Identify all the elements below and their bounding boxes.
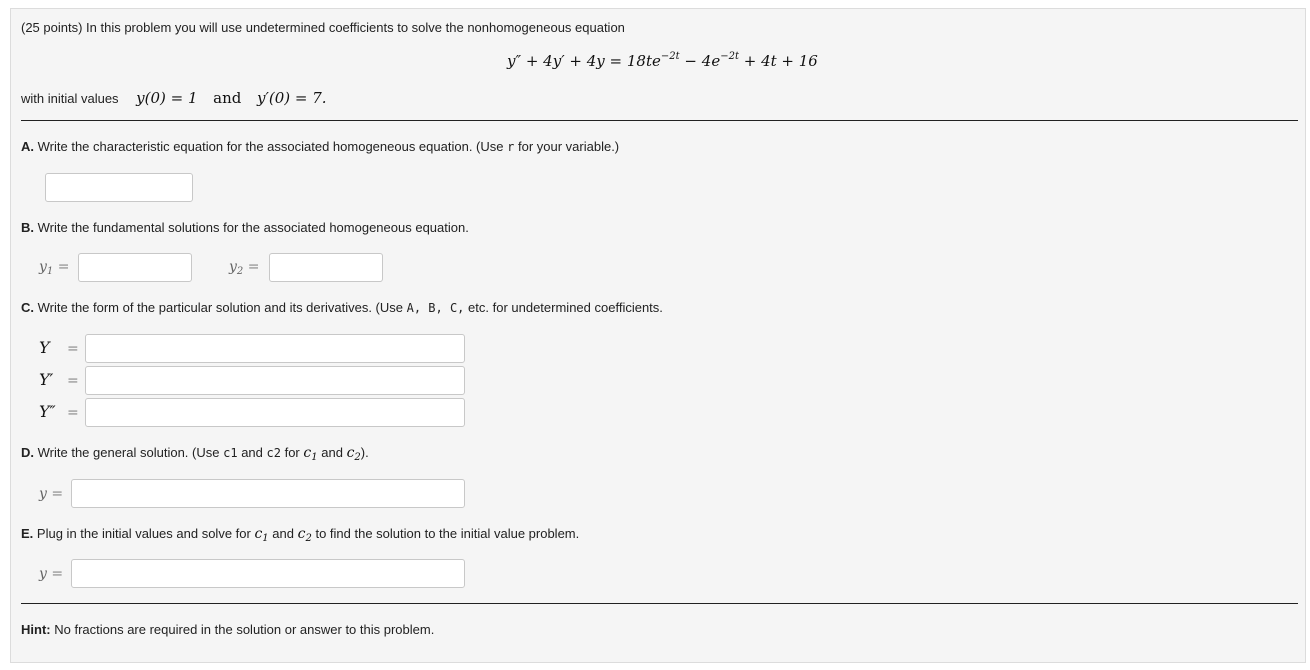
equation-term1: 18te [626,52,661,70]
part-a-text2: for your variable.) [517,139,620,154]
part-e-label: E. [21,526,34,541]
part-d-label: D. [21,445,34,460]
part-d-for: for [284,445,300,460]
y1-var: y [39,259,47,275]
particular-second-derivative-input[interactable] [85,398,465,427]
Y-eq: = [67,341,79,357]
y1-label [39,259,69,275]
y2-sub: 2 [236,266,244,277]
part-e-c1: $c_1$ [254,526,269,544]
part-d-and2: and [321,445,343,460]
Y-double-prime-eq: = [67,405,79,421]
problem-panel [10,8,1306,663]
part-e-and: and [272,526,294,541]
intro-text: (25 points) In this problem you will use undetermined coefficients to solve the nonhomogeneous equation [21,20,625,35]
part-d-code2: c2 [266,446,281,460]
initial-cond1: y(0) = 1 [136,89,198,107]
equation-term1-exp: −2t [660,51,680,62]
part-c-prompt [21,300,663,315]
part-e-text2: to find the solution to the initial value problem. [315,526,580,541]
initial-values [21,89,327,107]
y2-label [229,259,259,275]
y2-var: y [229,259,237,275]
part-d-close: ). [360,445,369,460]
divider-top [21,120,1298,121]
part-c-codes: A, B, C, [406,301,465,315]
main-equation [507,52,818,70]
equation-term2-exp: −2t [720,51,739,62]
part-a-var: r [507,140,515,154]
y1-sub: 1 [46,266,54,277]
y2-eq: = [247,259,260,275]
Y-prime-eq: = [67,373,79,389]
Y-prime-label: Y′ [39,370,54,389]
part-d-c2: $c_2$ [346,445,361,463]
part-d-c1: $c_1$ [303,445,318,463]
Y-double-prime-label: Y″ [39,402,56,421]
initial-label: with initial values [21,91,119,106]
part-c-text2: etc. for undetermined coefficients. [468,300,663,315]
part-b-text: Write the fundamental solutions for the associated homogeneous equation. [37,220,469,235]
part-b-prompt [21,220,469,235]
hint [21,622,434,637]
y1-eq: = [57,259,70,275]
part-e-text: Plug in the initial values and solve for [36,526,251,541]
general-solution-input[interactable] [71,479,465,508]
equation-minus: − [684,52,697,70]
y2-input[interactable] [269,253,383,282]
equation-term2: 4e [701,52,721,70]
part-a-text: Write the characteristic equation for the associated homogeneous equation. (Use [37,139,504,154]
part-a-prompt [21,139,619,154]
y1-input[interactable] [78,253,192,282]
general-solution-label: y = [39,486,64,502]
ivp-solution-label: y = [39,566,64,582]
characteristic-equation-input[interactable] [45,173,193,202]
part-d-text: Write the general solution. (Use [37,445,220,460]
particular-solution-input[interactable] [85,334,465,363]
initial-cond2: y′(0) = 7. [257,89,327,107]
part-b-label: B. [21,220,34,235]
part-a-label: A. [21,139,34,154]
part-e-c2: $c_2$ [297,526,312,544]
divider-bottom [21,603,1298,604]
equation-eq: = [609,52,623,70]
Y-label: Y [39,338,50,357]
hint-text: No fractions are required in the solution or answer to this problem. [54,622,435,637]
part-c-text: Write the form of the particular solution and its derivatives. (Use [37,300,403,315]
ivp-solution-input[interactable] [71,559,465,588]
initial-and: and [213,89,242,107]
part-e-prompt [21,526,579,542]
equation-rest: + 4t + 16 [743,52,818,70]
equation-lhs: y″ + 4y′ + 4y [507,52,605,70]
hint-label: Hint: [21,622,51,637]
part-c-label: C. [21,300,34,315]
part-d-code1: c1 [223,446,238,460]
particular-first-derivative-input[interactable] [85,366,465,395]
part-d-and1: and [241,445,263,460]
part-d-prompt [21,445,369,461]
